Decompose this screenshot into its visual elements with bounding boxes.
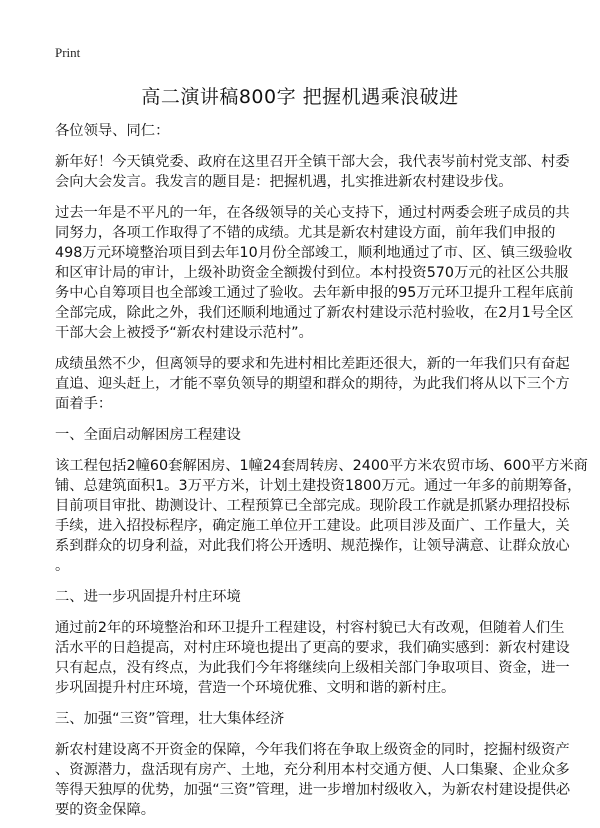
text-line: 会向大会发言。我发言的题目是：把握机遇，扎实推进新农村建设步伐。 — [55, 174, 513, 190]
section-heading — [55, 709, 555, 729]
text-line: 该工程包括2幢60套解困房、1幢24套周转房、2400平方米农贸市场、600平方米商 — [55, 458, 588, 474]
text-line: 新农村建设离不开资金的保障，今年我们将在争取上级资金的同时，挖掘村级资产 — [55, 742, 570, 758]
text-line: 通过前2年的环境整治和环卫提升工程建设，村容村貌已大有改观，但随着人们生 — [55, 620, 565, 636]
text-line: 全部完成，除此之外，我们还顺利地通过了新农村建设示范村验收，在2月1号全区 — [55, 305, 574, 321]
document-body — [55, 121, 588, 820]
text-line: 面着手： — [55, 396, 113, 412]
paragraph — [55, 618, 570, 698]
section-heading — [55, 587, 555, 607]
print-link[interactable]: Print — [55, 45, 81, 60]
text-line: 新年好！今天镇党委、政府在这里召开全镇干部大会，我代表岑前村党支部、村委 — [55, 154, 570, 170]
text-line: 、资源潜力，盘活现有房产、土地，充分利用本村交通方便、人口集聚、企业众多 — [55, 762, 570, 778]
text-line: 一、全面启动解困房工程建设 — [55, 427, 241, 443]
paragraph — [55, 354, 570, 414]
text-line: 三、加强“三资”管理，壮大集体经济 — [55, 711, 285, 727]
text-line: 务中心自筹项目也全部竣工通过了验收。去年新申报的95万元环卫提升工程年底前 — [55, 285, 574, 301]
text-line: 过去一年是不平凡的一年，在各级领导的关心支持下，通过村两委会班子成员的共 — [55, 205, 570, 221]
text-line: 干部大会上被授予“新农村建设示范村”。 — [55, 325, 313, 341]
text-line: 各位领导、同仁： — [55, 123, 170, 139]
document-title: 高二演讲稿800字 把握机遇乘浪破进 — [141, 86, 459, 108]
text-line: 等得天独厚的优势，加强“三资”管理，进一步增加村级收入，为新农村建设提供必 — [55, 782, 571, 798]
text-line: 系到群众的切身利益，对此我们将公开透明、规范操作，让领导满意、让群众放心 — [55, 538, 570, 554]
text-line: 步巩固提升村庄环境，营造一个环境优雅、文明和谐的新村庄。 — [55, 680, 456, 696]
section-heading — [55, 425, 555, 445]
text-line: 498万元环境整治项目到去年10月份全部竣工，顺利地通过了市、区、镇三级验收 — [55, 245, 573, 261]
paragraph — [55, 456, 588, 576]
text-line: 二、进一步巩固提升村庄环境 — [55, 589, 241, 605]
text-line: 要的资金保障。 — [55, 802, 156, 818]
text-line: 直追、迎头赶上，才能不辜负领导的期望和群众的期待，为此我们将从以下三个方 — [55, 376, 570, 392]
text-line: 只有起点，没有终点，为此我们今年将继续向上级相关部门争取项目、资金，进一 — [55, 660, 570, 676]
text-line: 目前项目审批、勘测设计、工程预算已全部完成。现阶段工作就是抓紧办理招投标 — [55, 498, 570, 514]
text-line: 铺、总建筑面积1。3万平方米，计划土建投资1800万元。通过一年多的前期筹备， — [55, 478, 582, 494]
text-line: 成绩虽然不少，但离领导的要求和先进村相比差距还很大，新的一年我们只有奋起 — [55, 356, 570, 372]
paragraph — [55, 203, 574, 343]
paragraph — [55, 152, 570, 192]
text-line: 活水平的日趋提高，对村庄环境也提出了更高的要求，我们确实感到：新农村建设 — [55, 640, 570, 656]
text-line: 同努力，各项工作取得了不错的成绩。尤其是新农村建设方面，前年我们申报的 — [55, 225, 556, 241]
text-line: 。 — [55, 558, 70, 574]
text-line: 手续，进入招投标程序，确定施工单位开工建设。此项目涉及面广、工作量大，关 — [55, 518, 570, 534]
text-line: 和区审计局的审计，上级补助资金全额拨付到位。本村投资570万元的社区公共服 — [55, 265, 569, 281]
paragraph — [55, 121, 555, 141]
paragraph — [55, 740, 571, 820]
